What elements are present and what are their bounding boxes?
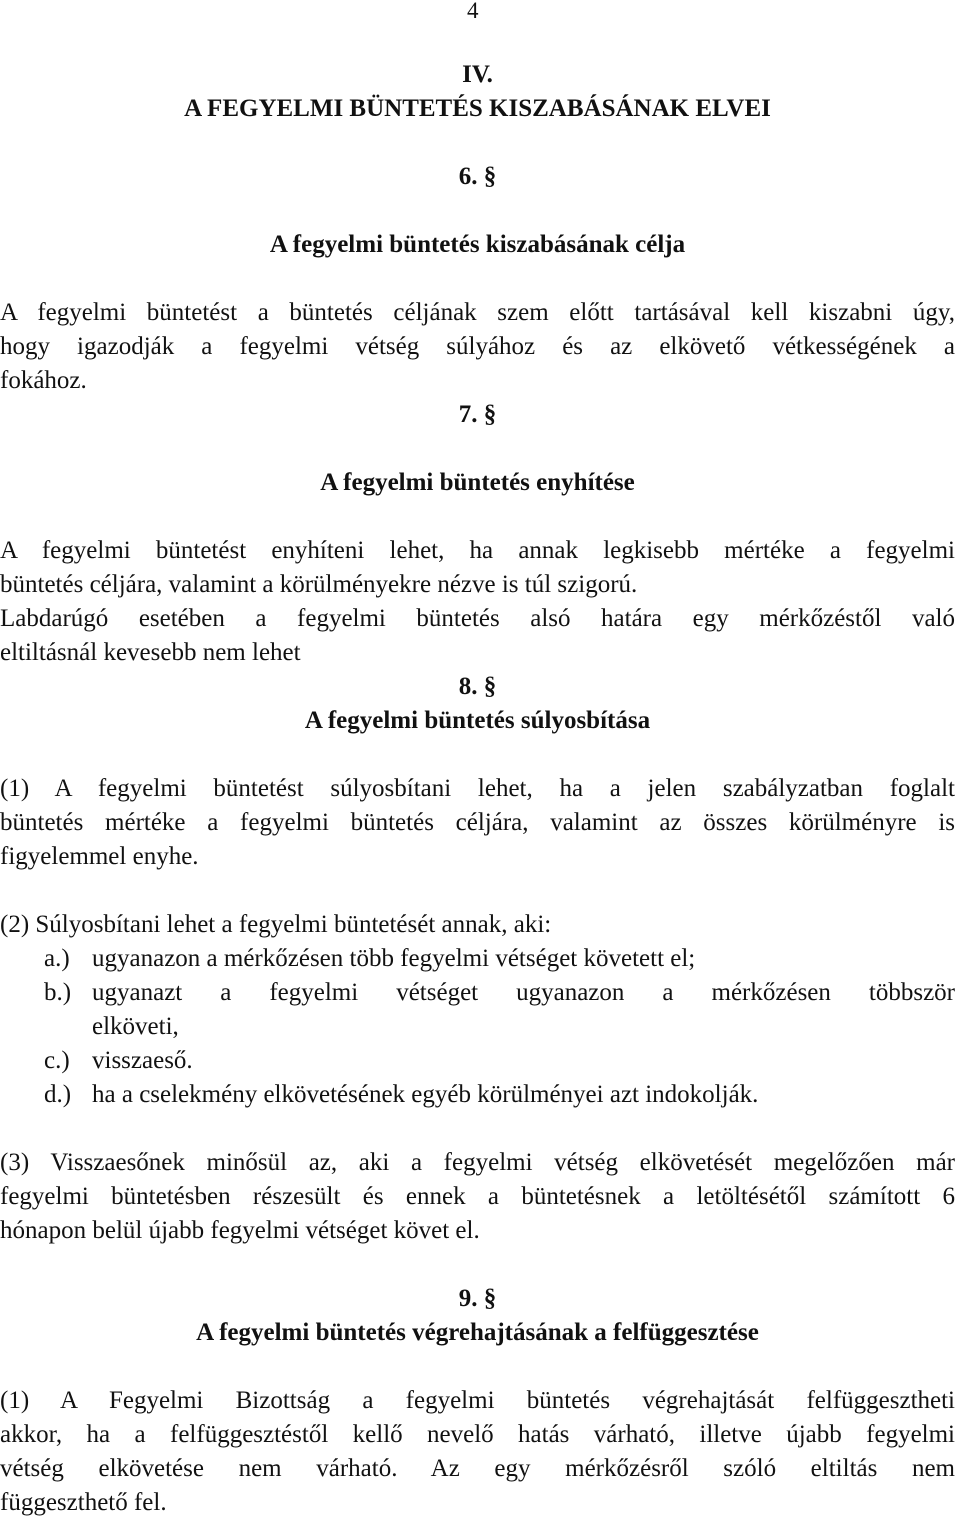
section-6-line: fokához. — [0, 367, 87, 394]
section-9-heading: A fegyelmi büntetés végrehajtásának a felfüggesztése — [196, 1319, 759, 1346]
section-8-number: 8. § — [458, 673, 497, 700]
section-8-heading: A fegyelmi büntetés súlyosbítása — [304, 707, 651, 734]
section-8-p3-line: (3) Visszaesőnek minősül az, aki a fegyelmi vétség elkövetését megelőzően már — [0, 1149, 955, 1176]
list-item — [0, 944, 955, 974]
section-6-line: hogy igazodják a fegyelmi vétség súlyához és az elkövető vétkességének a — [0, 333, 955, 360]
section-9-line: függeszthető fel. — [0, 1489, 167, 1516]
section-6-line: A fegyelmi büntetést a büntetés céljának szem előtt tartásával kell kiszabni úgy, — [0, 299, 955, 326]
section-7-line: eltiltásnál kevesebb nem lehet — [0, 639, 301, 666]
chapter-numeral: IV. — [462, 61, 493, 88]
list-item-label: c.) — [44, 1047, 70, 1074]
list-item — [0, 1080, 955, 1110]
list-item-label: a.) — [44, 945, 70, 972]
page-number: 4 — [467, 0, 479, 23]
section-9-number: 9. § — [458, 1285, 497, 1312]
section-8-p2-intro: (2) Súlyosbítani lehet a fegyelmi büntetését annak, aki: — [0, 911, 552, 938]
section-7-heading: A fegyelmi büntetés enyhítése — [320, 469, 635, 496]
list-item — [0, 1046, 955, 1076]
section-8-p1-line: figyelemmel enyhe. — [0, 843, 199, 870]
list-item-label: d.) — [44, 1081, 72, 1108]
section-8-p3-line: fegyelmi büntetésben részesült és ennek a büntetésnek a letöltésétől számított 6 — [0, 1183, 955, 1210]
section-7-line: A fegyelmi büntetést enyhíteni lehet, ha annak legkisebb mértéke a fegyelmi — [0, 537, 955, 564]
list-item-label: b.) — [44, 979, 72, 1006]
section-6-number: 6. § — [458, 163, 497, 190]
section-8-p1-line: (1) A fegyelmi büntetést súlyosbítani lehet, ha a jelen szabályzatban foglalt — [0, 775, 955, 802]
section-9-line: vétség elkövetése nem várható. Az egy mérkőzésről szóló eltiltás nem — [0, 1455, 955, 1482]
list-item-text: visszaeső. — [92, 1047, 193, 1074]
list-item-text: elköveti, — [92, 1013, 179, 1040]
list-item-text: ha a cselekmény elkövetésének egyéb körülményei azt indokolják. — [92, 1081, 759, 1108]
section-8-p1-line: büntetés mértéke a fegyelmi büntetés céljára, valamint az összes körülményre is — [0, 809, 955, 836]
section-7-line: Labdarúgó esetében a fegyelmi büntetés alsó határa egy mérkőzéstől való — [0, 605, 955, 632]
section-7-number: 7. § — [458, 401, 497, 428]
list-item-text: ugyanazon a mérkőzésen több fegyelmi vétséget követett el; — [92, 945, 696, 972]
section-9-line: (1) A Fegyelmi Bizottság a fegyelmi büntetés végrehajtását felfüggesztheti — [0, 1387, 955, 1414]
section-8-p3-line: hónapon belül újabb fegyelmi vétséget követ el. — [0, 1217, 480, 1244]
chapter-title: A FEGYELMI BÜNTETÉS KISZABÁSÁNAK ELVEI — [184, 95, 771, 122]
section-7-line: büntetés céljára, valamint a körülményekre nézve is túl szigorú. — [0, 571, 638, 598]
section-6-heading: A fegyelmi büntetés kiszabásának célja — [269, 231, 686, 258]
section-9-line: akkor, ha a felfüggesztéstől kellő nevelő hatás várható, illetve újabb fegyelmi — [0, 1421, 955, 1448]
list-item-text: ugyanazt a fegyelmi vétséget ugyanazon a mérkőzésen többször — [92, 979, 955, 1006]
